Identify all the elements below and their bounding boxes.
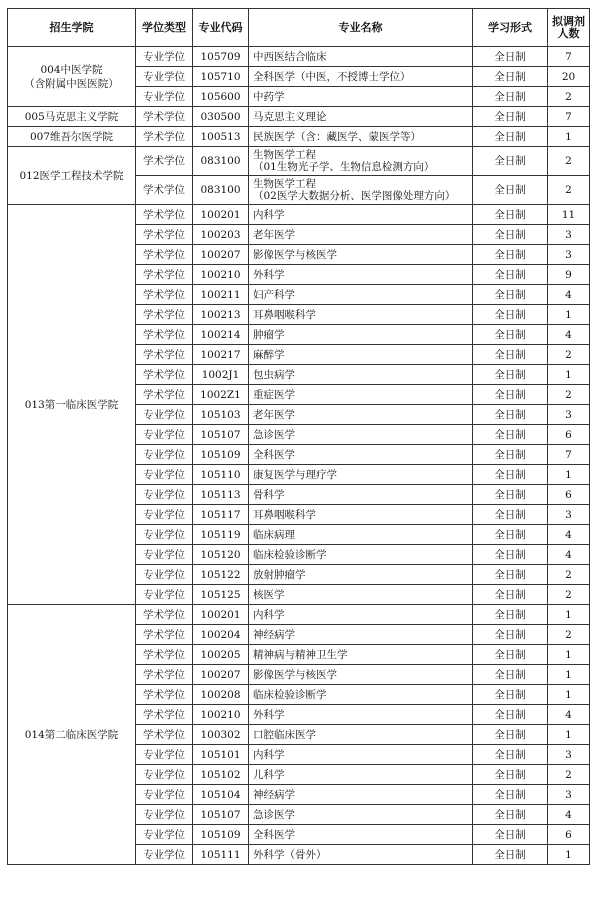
study-mode-cell: 全日制: [473, 525, 548, 545]
major-code-cell: 105111: [193, 845, 249, 865]
study-mode-cell: 全日制: [473, 785, 548, 805]
quota-cell: 7: [548, 47, 590, 67]
major-name-cell: 生物医学工程 （02医学大数据分析、医学图像处理方向）: [249, 176, 473, 205]
major-code-cell: 100201: [193, 605, 249, 625]
quota-cell: 4: [548, 805, 590, 825]
major-name-cell: 临床病理: [249, 525, 473, 545]
study-mode-cell: 全日制: [473, 47, 548, 67]
major-code-cell: 105103: [193, 405, 249, 425]
major-code-cell: 100205: [193, 645, 249, 665]
degree-type-cell: 学术学位: [136, 325, 193, 345]
study-mode-cell: 全日制: [473, 176, 548, 205]
study-mode-cell: 全日制: [473, 845, 548, 865]
study-mode-cell: 全日制: [473, 585, 548, 605]
degree-type-cell: 专业学位: [136, 525, 193, 545]
study-mode-cell: 全日制: [473, 665, 548, 685]
major-code-cell: 100210: [193, 265, 249, 285]
study-mode-cell: 全日制: [473, 87, 548, 107]
quota-cell: 2: [548, 385, 590, 405]
major-name-cell: 重症医学: [249, 385, 473, 405]
major-name-cell: 老年医学: [249, 225, 473, 245]
major-code-cell: 105710: [193, 67, 249, 87]
major-code-cell: 105104: [193, 785, 249, 805]
study-mode-cell: 全日制: [473, 265, 548, 285]
major-code-cell: 105122: [193, 565, 249, 585]
degree-type-cell: 专业学位: [136, 805, 193, 825]
quota-cell: 2: [548, 147, 590, 176]
degree-type-cell: 学术学位: [136, 265, 193, 285]
degree-type-cell: 专业学位: [136, 565, 193, 585]
study-mode-cell: 全日制: [473, 127, 548, 147]
study-mode-cell: 全日制: [473, 305, 548, 325]
quota-cell: 1: [548, 725, 590, 745]
major-name-cell: 中药学: [249, 87, 473, 107]
degree-type-cell: 学术学位: [136, 645, 193, 665]
quota-cell: 3: [548, 245, 590, 265]
major-name-cell: 外科学（骨外）: [249, 845, 473, 865]
header-college: 招生学院: [8, 9, 136, 47]
degree-type-cell: 专业学位: [136, 485, 193, 505]
major-code-cell: 105110: [193, 465, 249, 485]
quota-cell: 6: [548, 425, 590, 445]
study-mode-cell: 全日制: [473, 605, 548, 625]
degree-type-cell: 专业学位: [136, 585, 193, 605]
college-cell: 012医学工程技术学院: [8, 147, 136, 205]
major-name-cell: 临床检验诊断学: [249, 685, 473, 705]
degree-type-cell: 专业学位: [136, 445, 193, 465]
quota-cell: 20: [548, 67, 590, 87]
study-mode-cell: 全日制: [473, 625, 548, 645]
quota-cell: 2: [548, 565, 590, 585]
major-name-cell: 影像医学与核医学: [249, 665, 473, 685]
quota-cell: 2: [548, 585, 590, 605]
quota-cell: 1: [548, 127, 590, 147]
major-code-cell: 083100: [193, 176, 249, 205]
quota-cell: 2: [548, 765, 590, 785]
quota-cell: 1: [548, 645, 590, 665]
table-row: [8, 127, 590, 147]
header-quota: 拟调剂人数: [548, 9, 590, 47]
study-mode-cell: 全日制: [473, 245, 548, 265]
major-name-cell: 耳鼻咽喉科学: [249, 505, 473, 525]
table-header-row: [8, 9, 590, 47]
degree-type-cell: 学术学位: [136, 285, 193, 305]
study-mode-cell: 全日制: [473, 805, 548, 825]
degree-type-cell: 专业学位: [136, 825, 193, 845]
major-code-cell: 105107: [193, 805, 249, 825]
major-name-cell: 全科医学: [249, 825, 473, 845]
major-code-cell: 1002Z1: [193, 385, 249, 405]
study-mode-cell: 全日制: [473, 485, 548, 505]
major-code-cell: 100210: [193, 705, 249, 725]
quota-cell: 4: [548, 545, 590, 565]
degree-type-cell: 学术学位: [136, 245, 193, 265]
degree-type-cell: 专业学位: [136, 505, 193, 525]
major-name-cell: 内科学: [249, 205, 473, 225]
quota-cell: 3: [548, 785, 590, 805]
major-code-cell: 105102: [193, 765, 249, 785]
table-row: [8, 47, 590, 67]
quota-cell: 7: [548, 107, 590, 127]
quota-cell: 3: [548, 745, 590, 765]
college-cell: 014第二临床医学院: [8, 605, 136, 865]
degree-type-cell: 专业学位: [136, 745, 193, 765]
major-code-cell: 105125: [193, 585, 249, 605]
quota-cell: 2: [548, 176, 590, 205]
major-name-cell: 麻醉学: [249, 345, 473, 365]
study-mode-cell: 全日制: [473, 205, 548, 225]
quota-cell: 2: [548, 625, 590, 645]
quota-cell: 1: [548, 685, 590, 705]
major-name-cell: 老年医学: [249, 405, 473, 425]
major-code-cell: 100207: [193, 665, 249, 685]
study-mode-cell: 全日制: [473, 147, 548, 176]
major-name-cell: 口腔临床医学: [249, 725, 473, 745]
study-mode-cell: 全日制: [473, 325, 548, 345]
major-code-cell: 1002J1: [193, 365, 249, 385]
major-code-cell: 100201: [193, 205, 249, 225]
major-code-cell: 105709: [193, 47, 249, 67]
major-name-cell: 外科学: [249, 705, 473, 725]
major-name-cell: 全科医学（中医，不授博士学位）: [249, 67, 473, 87]
major-name-cell: 包虫病学: [249, 365, 473, 385]
major-name-cell: 内科学: [249, 605, 473, 625]
study-mode-cell: 全日制: [473, 725, 548, 745]
major-name-cell: 儿科学: [249, 765, 473, 785]
quota-cell: 1: [548, 605, 590, 625]
quota-cell: 2: [548, 87, 590, 107]
major-code-cell: 100302: [193, 725, 249, 745]
study-mode-cell: 全日制: [473, 385, 548, 405]
degree-type-cell: 专业学位: [136, 465, 193, 485]
major-code-cell: 105109: [193, 445, 249, 465]
degree-type-cell: 专业学位: [136, 765, 193, 785]
degree-type-cell: 学术学位: [136, 345, 193, 365]
study-mode-cell: 全日制: [473, 465, 548, 485]
header-degree-type: 学位类型: [136, 9, 193, 47]
major-name-cell: 外科学: [249, 265, 473, 285]
degree-type-cell: 学术学位: [136, 605, 193, 625]
major-code-cell: 030500: [193, 107, 249, 127]
degree-type-cell: 学术学位: [136, 625, 193, 645]
study-mode-cell: 全日制: [473, 67, 548, 87]
study-mode-cell: 全日制: [473, 645, 548, 665]
major-name-cell: 核医学: [249, 585, 473, 605]
major-name-cell: 骨科学: [249, 485, 473, 505]
major-code-cell: 105120: [193, 545, 249, 565]
degree-type-cell: 学术学位: [136, 127, 193, 147]
major-name-cell: 生物医学工程 （01生物光子学、生物信息检测方向）: [249, 147, 473, 176]
study-mode-cell: 全日制: [473, 545, 548, 565]
major-code-cell: 105109: [193, 825, 249, 845]
table-row: [8, 205, 590, 225]
degree-type-cell: 学术学位: [136, 107, 193, 127]
major-code-cell: 105107: [193, 425, 249, 445]
quota-cell: 11: [548, 205, 590, 225]
major-code-cell: 083100: [193, 147, 249, 176]
major-code-cell: 100203: [193, 225, 249, 245]
quota-cell: 3: [548, 505, 590, 525]
degree-type-cell: 学术学位: [136, 385, 193, 405]
major-code-cell: 100214: [193, 325, 249, 345]
study-mode-cell: 全日制: [473, 745, 548, 765]
table-row: [8, 107, 590, 127]
major-code-cell: 100513: [193, 127, 249, 147]
major-code-cell: 105119: [193, 525, 249, 545]
college-cell: 013第一临床医学院: [8, 205, 136, 605]
major-name-cell: 肿瘤学: [249, 325, 473, 345]
study-mode-cell: 全日制: [473, 345, 548, 365]
study-mode-cell: 全日制: [473, 285, 548, 305]
major-name-cell: 急诊医学: [249, 805, 473, 825]
degree-type-cell: 专业学位: [136, 845, 193, 865]
major-code-cell: 105117: [193, 505, 249, 525]
major-code-cell: 100211: [193, 285, 249, 305]
major-name-cell: 影像医学与核医学: [249, 245, 473, 265]
major-code-cell: 105113: [193, 485, 249, 505]
degree-type-cell: 专业学位: [136, 425, 193, 445]
study-mode-cell: 全日制: [473, 685, 548, 705]
major-code-cell: 100217: [193, 345, 249, 365]
header-major-code: 专业代码: [193, 9, 249, 47]
degree-type-cell: 学术学位: [136, 705, 193, 725]
degree-type-cell: 专业学位: [136, 87, 193, 107]
quota-cell: 1: [548, 365, 590, 385]
table-row: [8, 147, 590, 176]
major-code-cell: 105600: [193, 87, 249, 107]
study-mode-cell: 全日制: [473, 445, 548, 465]
degree-type-cell: 学术学位: [136, 205, 193, 225]
degree-type-cell: 专业学位: [136, 545, 193, 565]
major-name-cell: 民族医学（含：藏医学、蒙医学等）: [249, 127, 473, 147]
major-name-cell: 临床检验诊断学: [249, 545, 473, 565]
quota-cell: 1: [548, 845, 590, 865]
quota-cell: 9: [548, 265, 590, 285]
study-mode-cell: 全日制: [473, 107, 548, 127]
table-body: [8, 47, 590, 865]
major-name-cell: 急诊医学: [249, 425, 473, 445]
major-name-cell: 康复医学与理疗学: [249, 465, 473, 485]
study-mode-cell: 全日制: [473, 365, 548, 385]
degree-type-cell: 学术学位: [136, 725, 193, 745]
adjustment-table: [7, 8, 590, 865]
header-study-mode: 学习形式: [473, 9, 548, 47]
major-code-cell: 105101: [193, 745, 249, 765]
major-name-cell: 妇产科学: [249, 285, 473, 305]
study-mode-cell: 全日制: [473, 405, 548, 425]
degree-type-cell: 学术学位: [136, 685, 193, 705]
quota-cell: 1: [548, 465, 590, 485]
major-name-cell: 神经病学: [249, 785, 473, 805]
degree-type-cell: 专业学位: [136, 405, 193, 425]
degree-type-cell: 专业学位: [136, 47, 193, 67]
major-name-cell: 耳鼻咽喉科学: [249, 305, 473, 325]
quota-cell: 4: [548, 285, 590, 305]
major-code-cell: 100208: [193, 685, 249, 705]
study-mode-cell: 全日制: [473, 225, 548, 245]
quota-cell: 4: [548, 525, 590, 545]
header-major-name: 专业名称: [249, 9, 473, 47]
quota-cell: 1: [548, 665, 590, 685]
major-code-cell: 100213: [193, 305, 249, 325]
study-mode-cell: 全日制: [473, 505, 548, 525]
quota-cell: 6: [548, 825, 590, 845]
document-page: [7, 8, 590, 865]
degree-type-cell: 专业学位: [136, 67, 193, 87]
major-name-cell: 放射肿瘤学: [249, 565, 473, 585]
quota-cell: 2: [548, 345, 590, 365]
degree-type-cell: 学术学位: [136, 365, 193, 385]
study-mode-cell: 全日制: [473, 565, 548, 585]
quota-cell: 3: [548, 225, 590, 245]
major-code-cell: 100204: [193, 625, 249, 645]
degree-type-cell: 学术学位: [136, 305, 193, 325]
college-cell: 005马克思主义学院: [8, 107, 136, 127]
major-name-cell: 神经病学: [249, 625, 473, 645]
study-mode-cell: 全日制: [473, 765, 548, 785]
quota-cell: 6: [548, 485, 590, 505]
degree-type-cell: 专业学位: [136, 785, 193, 805]
quota-cell: 3: [548, 405, 590, 425]
major-name-cell: 内科学: [249, 745, 473, 765]
college-cell: 004中医学院 （含附属中医医院）: [8, 47, 136, 107]
major-name-cell: 马克思主义理论: [249, 107, 473, 127]
major-code-cell: 100207: [193, 245, 249, 265]
major-name-cell: 全科医学: [249, 445, 473, 465]
table-row: [8, 605, 590, 625]
degree-type-cell: 学术学位: [136, 176, 193, 205]
study-mode-cell: 全日制: [473, 705, 548, 725]
quota-cell: 4: [548, 325, 590, 345]
study-mode-cell: 全日制: [473, 425, 548, 445]
major-name-cell: 中西医结合临床: [249, 47, 473, 67]
study-mode-cell: 全日制: [473, 825, 548, 845]
degree-type-cell: 学术学位: [136, 665, 193, 685]
major-name-cell: 精神病与精神卫生学: [249, 645, 473, 665]
degree-type-cell: 学术学位: [136, 225, 193, 245]
quota-cell: 7: [548, 445, 590, 465]
degree-type-cell: 学术学位: [136, 147, 193, 176]
quota-cell: 1: [548, 305, 590, 325]
college-cell: 007维吾尔医学院: [8, 127, 136, 147]
quota-cell: 4: [548, 705, 590, 725]
